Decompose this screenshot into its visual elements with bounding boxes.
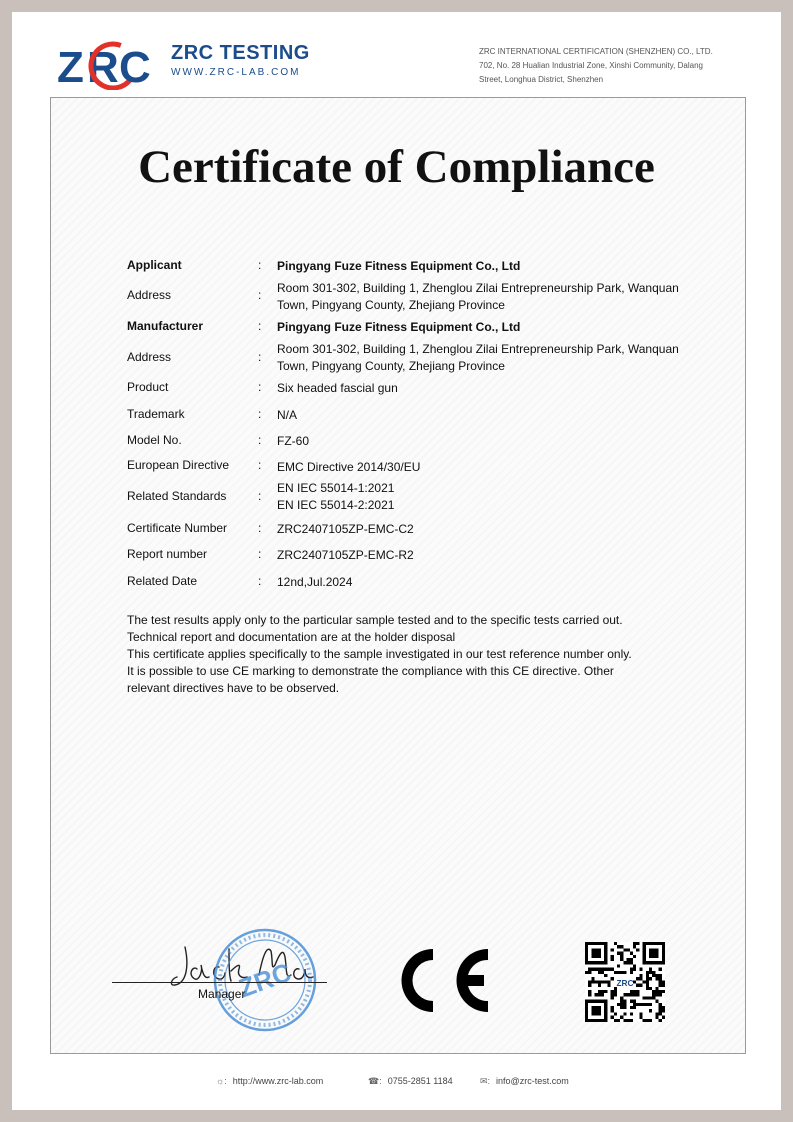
field-value-line: EN IEC 55014-2:2021 <box>277 498 395 512</box>
field-label: Related Date <box>127 574 198 588</box>
company-line: ZRC INTERNATIONAL CERTIFICATION (SHENZHEN) CO., LTD. <box>479 47 713 56</box>
footer-phone-text: 0755-2851 1184 <box>387 1076 453 1086</box>
zrc-stamp-icon <box>210 925 320 1035</box>
field-value-line: Town, Pingyang County, Zhejiang Province <box>277 359 505 373</box>
footer-phone <box>368 1076 453 1087</box>
field-colon: : <box>258 407 262 421</box>
field-value-line: Room 301-302, Building 1, Zhenglou Zilai Entrepreneurship Park, Wanquan <box>277 281 679 295</box>
note-line: relevant directives have to be observed. <box>127 681 340 695</box>
svg-text:ZRC: ZRC <box>616 978 634 989</box>
field-value <box>277 407 697 424</box>
field-value-line: Town, Pingyang County, Zhejiang Province <box>277 298 505 312</box>
field-colon: : <box>258 458 262 472</box>
field-value-line: EMC Directive 2014/30/EU <box>277 460 421 474</box>
footer-website-text: http://www.zrc-lab.com <box>232 1076 324 1086</box>
brand-name: ZRC TESTING <box>171 42 310 64</box>
field-value-line: EN IEC 55014-1:2021 <box>277 481 395 495</box>
field-label: Manufacturer <box>127 319 204 333</box>
field-value <box>277 433 697 450</box>
field-value-line: ZRC2407105ZP-EMC-R2 <box>277 548 414 562</box>
note-line: The test results apply only to the particular sample tested and to the specific tests carried out. <box>127 613 623 627</box>
qr-code-icon <box>585 942 665 1022</box>
note-line: It is possible to use CE marking to demonstrate the compliance with this CE directive. Other <box>127 664 614 678</box>
field-value <box>277 319 697 336</box>
svg-text:ZRC: ZRC <box>234 956 296 1004</box>
field-value <box>277 380 697 397</box>
field-value <box>277 480 697 514</box>
envelope-icon: ✉: <box>480 1076 491 1086</box>
field-value <box>277 521 697 538</box>
field-colon: : <box>258 489 262 503</box>
field-colon: : <box>258 319 262 333</box>
company-line: 702, No. 28 Hualian Industrial Zone, Xinshi Community, Dalang <box>479 61 703 70</box>
field-label: Applicant <box>127 258 182 272</box>
field-label: Address <box>127 288 172 302</box>
field-colon: : <box>258 521 262 535</box>
field-value-line: Six headed fascial gun <box>277 381 398 395</box>
compliance-notes <box>127 612 667 697</box>
field-label: Address <box>127 350 172 364</box>
field-value <box>277 341 697 375</box>
field-value <box>277 280 697 314</box>
company-address-block <box>479 45 741 87</box>
footer-email[interactable] <box>480 1076 569 1087</box>
ce-mark-icon <box>386 943 491 1018</box>
field-label: European Directive <box>127 458 230 472</box>
field-colon: : <box>258 547 262 561</box>
globe-icon: ☼: <box>216 1076 227 1086</box>
field-value-line: ZRC2407105ZP-EMC-C2 <box>277 522 414 536</box>
signature-block <box>112 930 332 1030</box>
field-value <box>277 547 697 564</box>
certificate-title: Certificate of Compliance <box>138 141 655 193</box>
field-value <box>277 459 697 476</box>
brand-url: WWW.ZRC-LAB.COM <box>171 67 301 78</box>
field-colon: : <box>258 433 262 447</box>
signer-role: Manager <box>198 987 246 1001</box>
field-label: Report number <box>127 547 208 561</box>
company-line: Street, Longhua District, Shenzhen <box>479 75 604 84</box>
field-colon: : <box>258 258 262 272</box>
field-value-line: 12nd,Jul.2024 <box>277 575 353 589</box>
field-colon: : <box>258 380 262 394</box>
footer-email-text: info@zrc-test.com <box>496 1076 569 1086</box>
svg-text:Z: Z <box>57 43 83 90</box>
field-label: Certificate Number <box>127 521 228 535</box>
field-label: Model No. <box>127 433 182 447</box>
signature-line <box>112 982 327 983</box>
field-value-line: Room 301-302, Building 1, Zhenglou Zilai Entrepreneurship Park, Wanquan <box>277 342 679 356</box>
note-line: This certificate applies specifically to the sample investigated in our test reference number only. <box>127 647 632 661</box>
field-value-line: FZ-60 <box>277 434 310 448</box>
svg-text:R: R <box>87 43 119 90</box>
field-value <box>277 574 697 591</box>
footer-website[interactable] <box>216 1076 323 1086</box>
field-label: Product <box>127 380 169 394</box>
field-colon: : <box>258 350 262 364</box>
svg-text:C: C <box>119 43 151 90</box>
field-value-line: Pingyang Fuze Fitness Equipment Co., Ltd <box>277 320 521 334</box>
note-line: Technical report and documentation are at the holder disposal <box>127 630 456 644</box>
field-value-line: N/A <box>277 408 298 422</box>
field-label: Trademark <box>127 407 185 421</box>
field-value-line: Pingyang Fuze Fitness Equipment Co., Ltd <box>277 259 521 273</box>
field-colon: : <box>258 574 262 588</box>
zrc-logo-mark <box>57 40 167 90</box>
field-colon: : <box>258 288 262 302</box>
field-label: Related Standards <box>127 489 227 503</box>
phone-icon: ☎: <box>368 1076 382 1086</box>
field-value <box>277 258 697 275</box>
